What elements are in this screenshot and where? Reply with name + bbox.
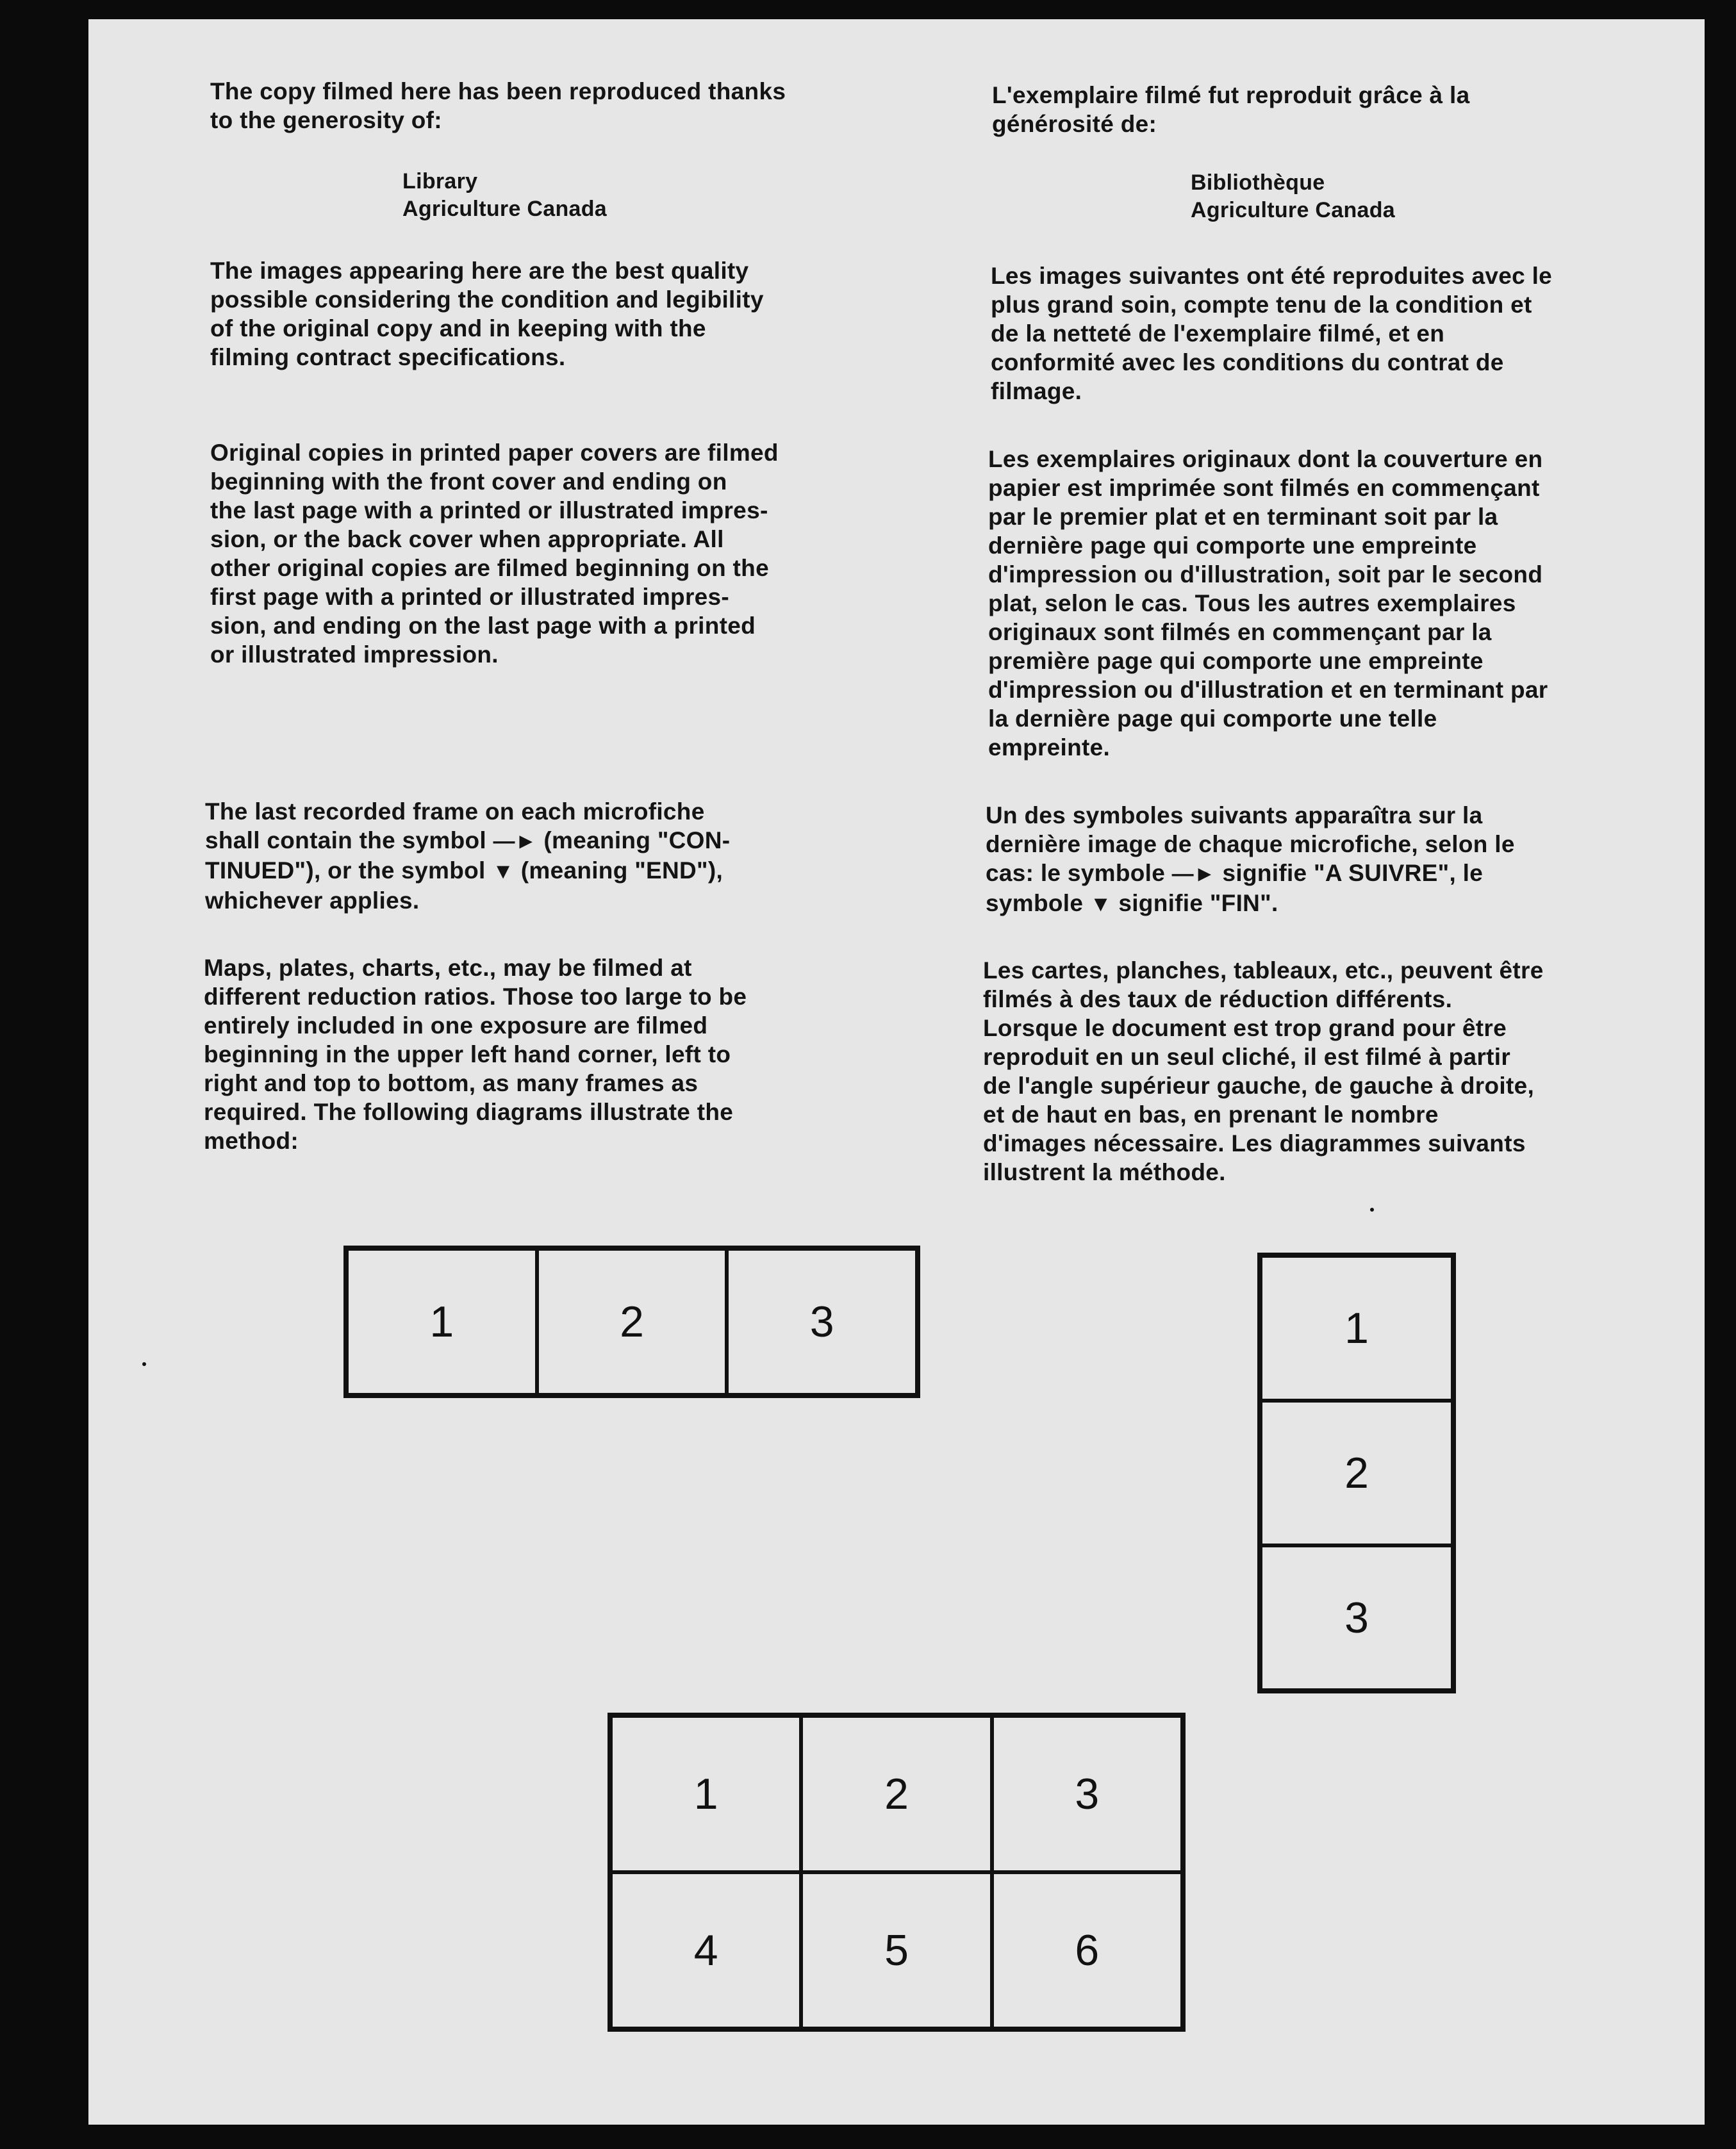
scan-speck — [1370, 1208, 1374, 1212]
frame-cell: 3 — [992, 1716, 1182, 1872]
frame-cell: 3 — [1261, 1545, 1453, 1690]
french-library: Bibliothèque Agriculture Canada — [1191, 170, 1396, 222]
end-triangle-icon: ▼ — [492, 859, 515, 884]
diagram-vertical-frames — [1257, 1253, 1456, 1693]
frame-cell: 1 — [1261, 1256, 1453, 1401]
diagram-grid-frames — [608, 1713, 1186, 2032]
frame-cell: 1 — [611, 1716, 801, 1872]
end-triangle-icon: ▼ — [1089, 892, 1112, 916]
english-intro: The copy filmed here has been reproduced thanks to the generosity of: — [210, 78, 786, 133]
continued-arrow-icon: —► — [493, 829, 537, 853]
frame-cell: 6 — [992, 1872, 1182, 2029]
frame-cell: 2 — [1261, 1401, 1453, 1545]
french-maps-paragraph: Les cartes, planches, tableaux, etc., peuvent être filmés à des taux de réduction différents. Lorsque le document est trop grand pour être reproduit en un seul cliché, il est filmé à partir de l'angle supérieur gauche, de gauche à droite, et de haut en bas, en prenant le nombre d'images nécessaire. Les diagrammes suivants illustrent la méthode. — [983, 957, 1544, 1185]
continued-arrow-icon: —► — [1171, 862, 1216, 886]
english-maps-paragraph: Maps, plates, charts, etc., may be filmed at different reduction ratios. Those too large to be entirely included in one exposure are filmed beginning in the upper left hand corner, left to right and top to bottom, as many frames as required. The following diagrams illustrate the method: — [204, 955, 747, 1154]
english-library: Library Agriculture Canada — [402, 169, 608, 221]
french-originals-paragraph: Les exemplaires originaux dont la couverture en papier est imprimée sont filmés en commençant par le premier plat et en terminant soit par la dernière page qui comporte une empreinte d'impression ou d'illustration, soit par le second plat, selon le cas. Tous les autres exemplaires originaux sont filmés en commençant par la première page qui comporte une empreinte d'impression ou d'illustration et en terminant par la dernière page qui comporte une telle empreinte. — [988, 446, 1548, 761]
french-quality-paragraph: Les images suivantes ont été reproduites avec le plus grand soin, compte tenu de la condition et de la netteté de l'exemplaire filmé, et en conformité avec les conditions du contrat de filmage. — [991, 263, 1553, 404]
diagram-horizontal-frames — [343, 1246, 920, 1398]
frame-cell: 2 — [537, 1249, 727, 1395]
english-quality-paragraph: The images appearing here are the best quality possible considering the condition and legibility of the original copy and in keeping with the filming contract specifications. — [210, 258, 764, 370]
french-symbols-paragraph: Un des symboles suivants apparaîtra sur la dernière image de chaque microfiche, selon le cas: le symbole —► signifie "A SUIVRE", le symbole ▼ signifie "FIN". — [986, 802, 1515, 916]
frame-cell: 4 — [611, 1872, 801, 2029]
scan-speck — [142, 1362, 146, 1366]
frame-cell: 3 — [727, 1249, 917, 1395]
microfiche-target-sheet — [88, 19, 1705, 2125]
french-intro: L'exemplaire filmé fut reproduit grâce à la générosité de: — [992, 82, 1470, 137]
frame-cell: 5 — [801, 1872, 991, 2029]
frame-cell: 1 — [347, 1249, 537, 1395]
frame-cell: 2 — [801, 1716, 991, 1872]
english-symbols-paragraph: The last recorded frame on each microfiche shall contain the symbol —► (meaning "CON- TINUED"), or the symbol ▼ (meaning "END"), whichever applies. — [205, 798, 731, 914]
english-originals-paragraph: Original copies in printed paper covers are filmed beginning with the front cover and ending on the last page with a printed or illustrated impres- sion, or the back cover when appropriate. All other original copies are filmed beginning on the first page with a printed or illustrated impres- sion, and ending on the last page with a printed or illustrated impression. — [210, 440, 779, 668]
